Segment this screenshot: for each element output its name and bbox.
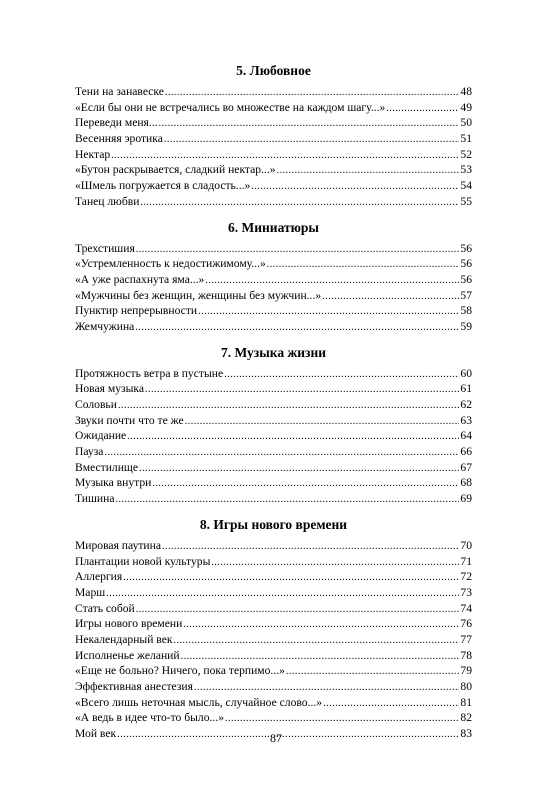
toc-entry[interactable] <box>75 601 472 617</box>
entry-page: 52 <box>460 147 472 161</box>
entry-title: Протяжность ветра в пустыне <box>75 366 224 380</box>
toc-list <box>75 538 472 742</box>
entry-page: 67 <box>460 460 472 474</box>
entry-title: Весенняя эротика <box>75 132 163 146</box>
entry-title: Тишина <box>75 492 115 506</box>
toc-entry[interactable] <box>75 194 472 210</box>
toc-entry[interactable] <box>75 319 472 335</box>
leader-dots <box>152 476 459 492</box>
entry-title: Стать собой <box>75 601 135 615</box>
entry-page: 63 <box>460 413 472 427</box>
leader-dots <box>386 101 459 117</box>
toc-entry[interactable] <box>75 710 472 726</box>
entry-page: 55 <box>460 194 472 208</box>
entry-title: «А ведь в идее что-то было...» <box>75 711 224 725</box>
leader-dots <box>277 163 460 179</box>
toc-entry[interactable] <box>75 288 472 304</box>
leader-dots <box>173 633 459 649</box>
toc-entry[interactable] <box>75 616 472 632</box>
entry-page: 80 <box>460 680 472 693</box>
toc-entry[interactable] <box>75 569 472 585</box>
entry-page: 77 <box>460 632 472 646</box>
entry-title: Ожидание <box>75 429 127 443</box>
entry-page: 78 <box>460 648 472 662</box>
section-title: 7. Музыка жизни <box>220 344 327 360</box>
entry-page: 62 <box>460 398 472 411</box>
entry-title: Некалендарный век <box>75 632 173 646</box>
entry-title: «Всего лишь неточная мысль, случайное слово...» <box>75 695 323 709</box>
entry-page: 56 <box>460 257 472 271</box>
toc-entry[interactable] <box>75 115 472 131</box>
section-title: 5. Любовное <box>236 63 311 78</box>
leader-dots <box>323 696 459 712</box>
leader-dots <box>106 586 459 602</box>
toc-entry[interactable] <box>75 632 472 648</box>
entry-page: 57 <box>460 288 472 302</box>
toc-section <box>75 344 472 507</box>
toc-entry[interactable] <box>75 491 472 507</box>
entry-page: 79 <box>460 664 472 678</box>
leader-dots <box>181 649 460 665</box>
entry-page: 76 <box>460 617 472 631</box>
entry-page: 66 <box>460 445 472 459</box>
entry-page: 53 <box>460 163 472 177</box>
entry-title: «Шмель погружается в сладость...» <box>75 179 251 193</box>
leader-dots <box>118 398 459 414</box>
entry-title: Марш <box>75 585 106 599</box>
leader-dots <box>185 414 460 430</box>
toc-entry[interactable] <box>75 272 472 288</box>
toc-entry[interactable] <box>75 428 472 444</box>
leader-dots <box>267 257 460 273</box>
leader-dots <box>145 382 459 398</box>
toc-entry[interactable] <box>75 256 472 272</box>
table-of-contents <box>75 62 472 751</box>
toc-entry[interactable] <box>75 460 472 476</box>
entry-page: 69 <box>460 492 472 506</box>
entry-page: 72 <box>460 570 472 584</box>
entry-page: 58 <box>460 304 472 318</box>
toc-entry[interactable] <box>75 413 472 429</box>
entry-title: «Еще не больно? Ничего, пока терпимо...» <box>75 664 285 678</box>
entry-title: Аллергия <box>75 570 123 584</box>
entry-page: 59 <box>460 319 472 333</box>
leader-dots <box>165 85 460 101</box>
toc-entry[interactable] <box>75 381 472 397</box>
entry-title: Эффективная анестезия <box>75 680 193 693</box>
toc-list <box>75 84 472 210</box>
entry-page: 60 <box>460 366 472 380</box>
leader-dots <box>194 680 459 696</box>
entry-page: 74 <box>460 601 472 615</box>
entry-title: Трехстишия <box>75 241 135 255</box>
toc-section <box>75 516 472 742</box>
leader-dots <box>136 602 460 618</box>
leader-dots <box>251 179 459 195</box>
entry-title: Мировая паутина <box>75 538 161 552</box>
toc-entry[interactable] <box>75 444 472 460</box>
leader-dots <box>211 555 459 571</box>
entry-page: 61 <box>460 382 472 396</box>
entry-page: 73 <box>460 585 472 599</box>
entry-title: «Мужчины без женщин, женщины без мужчин...» <box>75 288 322 302</box>
toc-entry[interactable] <box>75 84 472 100</box>
toc-entry[interactable] <box>75 162 472 178</box>
entry-title: Вместилище <box>75 460 138 474</box>
leader-dots <box>198 304 459 320</box>
entry-page: 83 <box>460 727 472 741</box>
leader-dots <box>162 539 459 555</box>
toc-entry[interactable] <box>75 538 472 554</box>
entry-page: 56 <box>460 241 472 255</box>
toc-entry[interactable] <box>75 648 472 664</box>
entry-page: 48 <box>460 85 472 98</box>
toc-entry[interactable] <box>75 663 472 679</box>
entry-title: Звуки почти что те же <box>75 413 184 427</box>
leader-dots <box>115 492 459 508</box>
leader-dots <box>322 289 459 305</box>
toc-list <box>75 366 472 507</box>
entry-page: 54 <box>460 179 472 193</box>
entry-page: 68 <box>460 476 472 490</box>
entry-title: «Если бы они не встречались во множестве на каждом шагу...» <box>75 100 386 114</box>
entry-title: Танец любви <box>75 194 140 208</box>
toc-entry[interactable] <box>75 397 472 413</box>
leader-dots <box>286 664 459 680</box>
leader-dots <box>140 195 459 211</box>
section-title: 8. Игры нового времени <box>199 516 348 532</box>
toc-entry[interactable] <box>75 695 472 711</box>
entry-page: 56 <box>460 272 472 286</box>
toc-section <box>75 62 472 210</box>
entry-title: «Устремленность к недостижимому...» <box>75 257 266 271</box>
toc-entry[interactable] <box>75 147 472 163</box>
leader-dots <box>127 429 459 445</box>
entry-title: Новая музыка <box>75 382 144 396</box>
entry-title: Жемчужина <box>75 319 135 333</box>
leader-dots <box>183 617 459 633</box>
page-number: 87 <box>270 731 282 745</box>
leader-dots <box>136 242 460 258</box>
leader-dots <box>224 367 459 383</box>
entry-title: Соловьи <box>75 398 117 411</box>
entry-title: Тени на занавеске <box>75 85 164 98</box>
toc-entry[interactable] <box>75 303 472 319</box>
entry-page: 50 <box>460 116 472 130</box>
entry-title: Музыка внутри <box>75 476 152 490</box>
leader-dots <box>164 132 460 148</box>
toc-entry[interactable] <box>75 475 472 491</box>
entry-page: 64 <box>460 429 472 443</box>
toc-entry[interactable] <box>75 100 472 116</box>
entry-page: 49 <box>460 100 472 114</box>
entry-title: Нектар <box>75 147 111 161</box>
entry-title: Игры нового времени <box>75 617 183 631</box>
toc-entry[interactable] <box>75 585 472 601</box>
entry-title: Исполненье желаний <box>75 648 180 662</box>
entry-page: 81 <box>460 695 472 709</box>
entry-title: «Бутон раскрывается, сладкий нектар...» <box>75 163 276 177</box>
entry-page: 70 <box>460 538 472 552</box>
entry-title: Пунктир непрерывности <box>75 304 198 318</box>
entry-page: 82 <box>460 711 472 725</box>
leader-dots <box>104 445 459 461</box>
entry-title: Пауза <box>75 445 104 459</box>
toc-entry[interactable] <box>75 131 472 147</box>
section-title: 6. Миниатюры <box>228 219 319 235</box>
toc-entry[interactable] <box>75 679 472 695</box>
toc-section <box>75 219 472 335</box>
entry-title: Мой век <box>75 727 117 741</box>
entry-page: 71 <box>460 554 472 568</box>
toc-entry[interactable] <box>75 366 472 382</box>
leader-dots <box>159 116 460 132</box>
entry-page: 51 <box>460 132 472 146</box>
toc-entry[interactable] <box>75 241 472 257</box>
toc-entry[interactable] <box>75 554 472 570</box>
toc-list <box>75 241 472 335</box>
entry-title: «А уже распахнута яма...» <box>75 272 205 286</box>
leader-dots <box>225 711 459 727</box>
entry-title: Плантации новой культуры <box>75 554 211 568</box>
leader-dots <box>205 273 459 289</box>
leader-dots <box>123 570 459 586</box>
leader-dots <box>135 320 459 336</box>
entry-title: Переведи меня... <box>75 116 158 130</box>
toc-entry[interactable] <box>75 178 472 194</box>
leader-dots <box>139 461 459 477</box>
leader-dots <box>111 148 459 164</box>
